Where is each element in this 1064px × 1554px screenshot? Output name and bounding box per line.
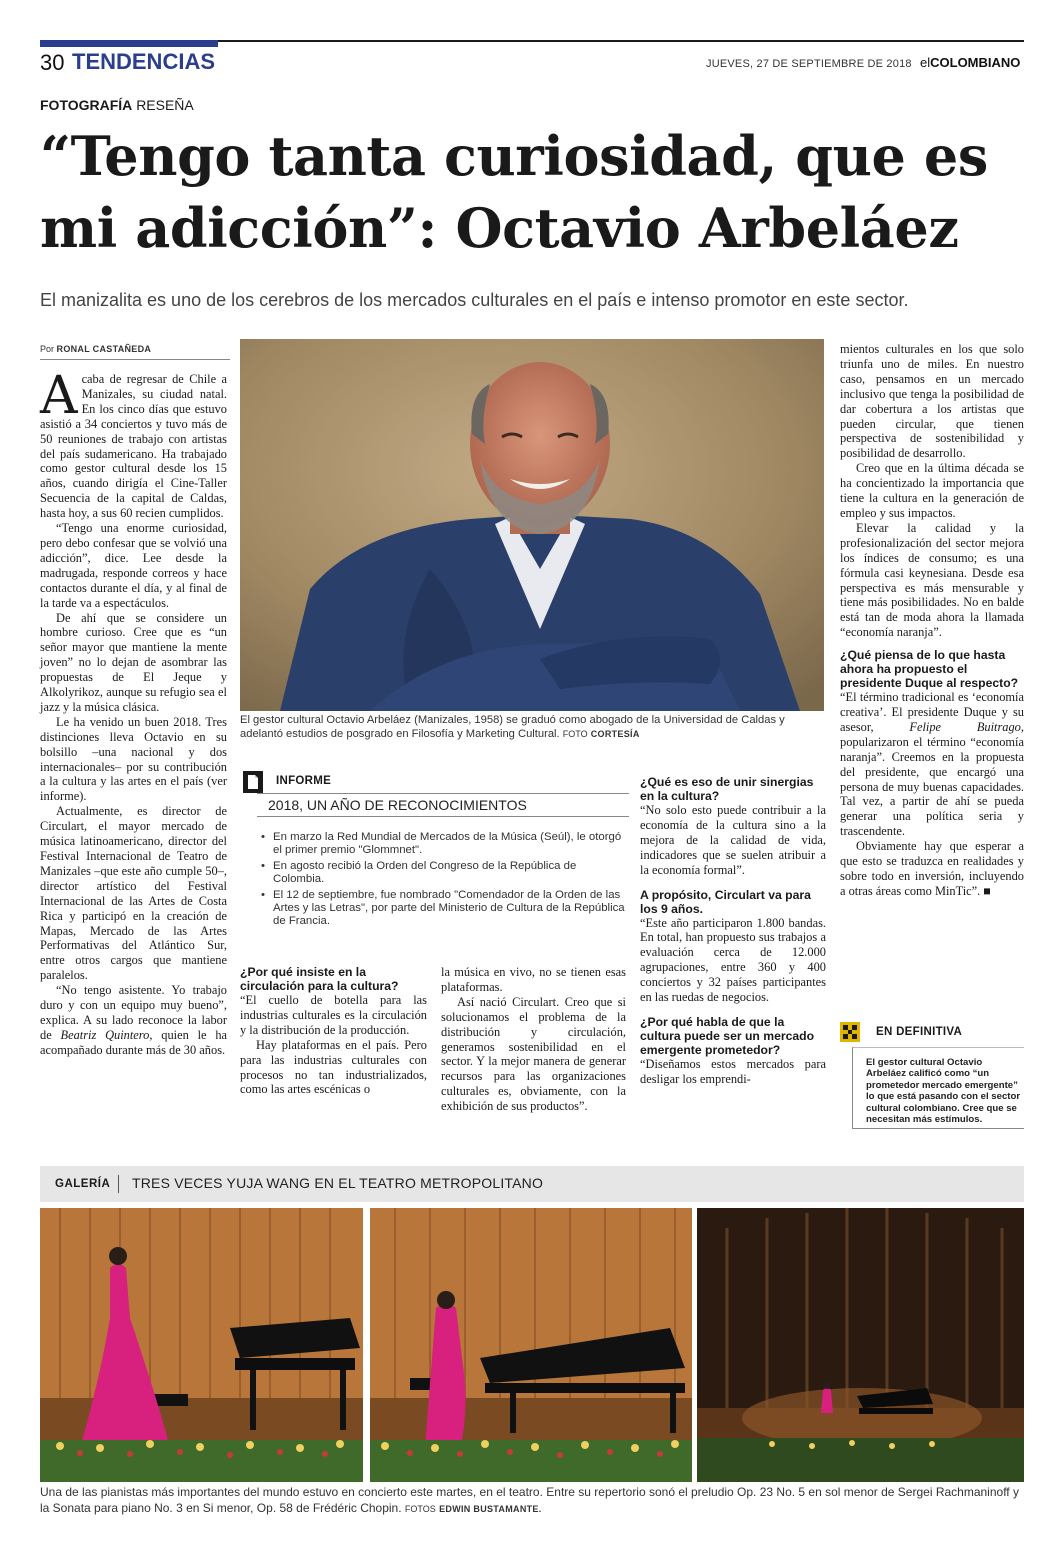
paragraph: Elevar la calidad y la profesionalización del sector mejora los índices de consumo; es una fórmula casi keynesiana. Desde esa perspectiva es más mensurable y tiene más posibilidades. No en balde está tan de moda ahora la llamada “economía naranja”. — [840, 520, 1024, 640]
credit-label: FOTOS — [404, 1504, 436, 1514]
text-run: “El término tradicional es ‘economía creativa’. El presidente Duque y su asesor, — [840, 690, 1024, 734]
en-definitiva-label: EN DEFINITIVA — [876, 1026, 963, 1038]
text-run: , popularizaron el término “economía naranja”. Creemos en la propuesta del presidente, que encargó una persona de muy buenas capacidades. Tal vez, a partir de ahí se pueda generar una política seria y trascendente. — [840, 719, 1024, 839]
issue-date: JUEVES, 27 DE SEPTIEMBRE DE 2018 — [706, 58, 912, 70]
gallery-credit: EDWIN BUSTAMANTE. — [439, 1504, 542, 1514]
gallery-photo-3 — [697, 1208, 1024, 1482]
byline-author: RONAL CASTAÑEDA — [56, 344, 152, 354]
caption-text: El gestor cultural Octavio Arbeláez (Manizales, 1958) se graduó como abogado de la Universidad de Caldas y adelantó estudios de posgrado en Filosofía y Marketing Cultural. — [240, 714, 785, 740]
pianist-playing-illustration — [370, 1208, 692, 1482]
gallery-photo-1 — [40, 1208, 363, 1482]
text-run: “No tengo asistente. Yo trabajo duro y con un equipo muy bueno”, explica. A su lado reconoce la labor de — [40, 983, 227, 1042]
paragraph: Creo que en la última década se ha concientizado la importancia que tiene la cultura en la generación de empleo y sus impactos. — [840, 461, 1024, 520]
body-column-3a — [640, 775, 826, 1087]
article-headline: “Tengo tanta curiosidad, que es mi adicción”: Octavio Arbeláez — [40, 124, 988, 260]
text-run: , quien le ha acompañado durante más de 30 años. — [40, 1027, 228, 1057]
portrait-photo — [240, 339, 824, 711]
paragraph: “Este año participaron 1.800 bandas. En total, han propuesto sus trabajos a evaluación cerca de 12.000 agrupaciones, entre 360 y 400 conciertos y 32 países participantes en las ruedas de negocios. — [640, 915, 826, 1005]
en-definitiva-text: El gestor cultural Octavio Arbeláez calificó como “un prometedor mercado emergente” lo que está pasando con el sector cultural colombiano. Cree que se necesitan más estímulos. — [866, 1057, 1021, 1126]
section-accent-bar — [40, 40, 218, 47]
list-item: • En agosto recibió la Orden del Congreso de la República de Colombia. — [257, 860, 629, 887]
masthead-name: COLOMBIANO — [930, 55, 1021, 70]
interview-question: ¿Por qué habla de que la cultura puede ser un mercado emergente prometedor? — [640, 1014, 815, 1057]
interview-question: ¿Qué es eso de unir sinergias en la cultura? — [640, 775, 814, 803]
photo-caption — [240, 714, 826, 741]
informe-label: INFORME — [276, 775, 332, 787]
paragraph: Le ha venido un buen 2018. Tres distinciones lleva Octavio en su bolsillo –una nacional y dos internacionales– por su contribución a la cultura y las artes en el país (ver informe). — [40, 714, 227, 804]
paragraph: caba de regresar de Chile a Manizales, su ciudad natal. En los cinco días que estuvo asistió a 34 conciertos y tuvo más de 50 reuniones de trabajo con artistas del país sudamericano. Ha trabajado como gestor cultural desde los 15 años, cuando dirigía el Cine-Taller Secuencia de la capital de Caldas, hasta hoy, a sus 60 recien cumplidos. — [40, 372, 227, 521]
portrait-illustration — [240, 339, 824, 711]
paragraph: “Tengo una enorme curiosidad, pero debo confesar que se volvió una adicción”, dice. Lee desde la madrugada, responde correos y hace contactos durante el día, y al final de la tarde va a espectáculos. — [40, 521, 227, 610]
paragraph: “Diseñamos estos mercados para desligar los emprendi- — [640, 1056, 826, 1086]
article-rubric — [40, 97, 194, 114]
paragraph — [40, 983, 227, 1058]
gallery-separator — [118, 1175, 119, 1193]
paragraph: “No solo esto puede contribuir a la economía de la cultura sino a la mejora de la calidad de vida, indicadores que se suelen atribuir a la economía formal”. — [640, 803, 826, 877]
list-item: • En marzo la Red Mundial de Mercados de la Música (Seúl), le otorgó el primer premio "Glommnet". — [257, 831, 629, 858]
byline — [40, 344, 151, 354]
rubric-category: FOTOGRAFÍA — [40, 97, 133, 113]
gallery-label: GALERÍA — [55, 1178, 111, 1190]
paragraph: la música en vivo, no se tienen esas plataformas. — [441, 965, 626, 994]
byline-prefix: Por — [40, 344, 55, 354]
person-name: Beatriz Quintero — [60, 1027, 150, 1042]
pianist-standing-illustration — [40, 1208, 363, 1482]
paragraph: Así nació Circulart. Creo que si solucionamos el problema de la distribución y circulación, generamos sostenibilidad en el sector. Y la mejor manera de generar recursos para las organizaciones culturales es, obviamente, con la exhibición de sus productos”. — [441, 994, 626, 1114]
credit-label: FOTO — [562, 728, 588, 739]
drop-cap: A — [40, 366, 78, 426]
newspaper-masthead — [920, 55, 1020, 71]
paragraph: Hay plataformas en el país. Pero para las industrias culturales con procesos no tan industrializados, como las artes escénicas o — [240, 1037, 427, 1097]
paragraph: De ahí que se considere un hombre curioso. Cree que es “un señor mayor que mantiene la mente joven” no lo dejan de asombrar las propuestas de El Jeque y Alkolyrikoz, aunque su refugio sea el jazz y la música clásica. — [40, 610, 227, 714]
summary-icon — [840, 1022, 860, 1042]
paragraph: “El cuello de botella para las industrias culturales es la circulación y la distribución de la producción. — [240, 993, 427, 1037]
document-icon — [243, 771, 263, 793]
caption-text: Una de las pianistas más importantes del mundo estuvo en concierto este martes, en el teatro. Entre su repertorio sonó el preludio Op. 23 No. 5 en sol menor de Sergei Rachmaninoff y la Sonata para piano No. 3 en Si menor, Op. 58 de Frédéric Chopin. — [40, 1485, 1019, 1515]
section-title: TENDENCIAS — [72, 49, 216, 74]
body-column-3 — [441, 965, 626, 1114]
body-column-2 — [240, 965, 427, 1097]
page-number: 30 — [40, 50, 65, 75]
rubric-type: RESEÑA — [136, 97, 194, 113]
list-item: • El 12 de septiembre, fue nombrado "Comendador de la Orden de las Artes y las Letras", por parte del Ministerio de Cultura de la República de Francia. — [257, 889, 629, 929]
paragraph: mientos culturales en los que solo triunfa uno de miles. En nuestro caso, pensamos en un mercado inclusivo que tenga la posibilidad de dar cobertura a los artistas que pueden circular, que tienen perspectiva de sostenibilidad y posibilidad de desarrollo. — [840, 342, 1024, 461]
masthead-prefix: el — [920, 55, 931, 70]
paragraph — [840, 690, 1024, 839]
photo-credit: CORTESÍA — [590, 728, 640, 739]
interview-question: ¿Por qué insiste en la circulación para la cultura? — [240, 965, 399, 993]
body-column-1 — [40, 366, 228, 1058]
gallery-photo-2 — [370, 1208, 692, 1482]
stage-wide-illustration — [697, 1208, 1024, 1482]
informe-list — [257, 831, 629, 931]
body-column-4 — [840, 342, 1024, 899]
gallery-title: TRES VECES YUJA WANG EN EL TEATRO METROPOLITANO — [132, 1175, 544, 1191]
interview-question: ¿Qué piensa de lo que hasta ahora ha propuesto el presidente Duque al respecto? — [840, 648, 1019, 691]
gallery-caption — [40, 1484, 1024, 1517]
paragraph: Obviamente hay que esperar a que esto se traduzca en realidades y sobre todo en inversión, incluyendo a otras áreas como MinTic”. ■ — [840, 839, 1024, 898]
interview-question: A propósito, Circulart va para los 9 años. — [640, 887, 811, 916]
byline-rule — [40, 359, 230, 360]
article-deck: El manizalita es uno de los cerebros de los mercados culturales en el país e intenso promotor en este sector. — [40, 290, 909, 310]
informe-title: 2018, UN AÑO DE RECONOCIMIENTOS — [268, 797, 527, 813]
paragraph: Actualmente, es director de Circulart, el mayor mercado de música latinoamericano, director del Festival Internacional de Teatro de Manizales –que este año cumple 50–, director artístico del Festival Internacional de las Artes de Costa Rica y participó en la creación de Mapas, Mercado de las Artes Performativas del Atlántico Sur, entre otros cargos que mantiene paralelos. — [40, 804, 227, 983]
person-name: Felipe Buitrago — [909, 719, 1021, 734]
